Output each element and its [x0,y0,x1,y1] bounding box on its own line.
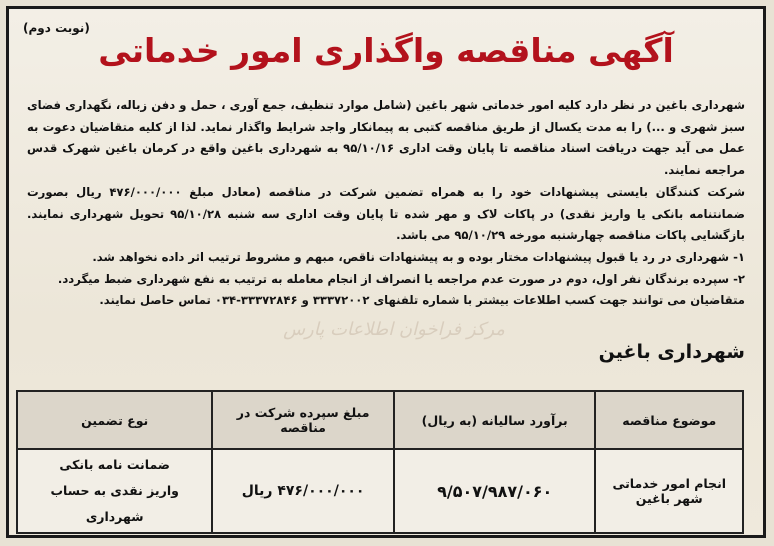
paragraph-deposit: شرکت کنندگان بایستی پیشنهادات خود را به همراه تضمین شرکت در مناقصه (معادل مبلغ ۴۷۶/۰۰۰/۰۰۰ ریال بصورت ضمانتنامه بانکی یا واریز نقدی) در پاکات لاک و مهر شده تا پایان وقت اداری سه شنبه ۹۵/۱۰/۲۸ تحویل شهرداری نمایند. بازگشایی پاکات مناقصه چهارشنبه مورخه ۹۵/۱۰/۲۹ می باشد. [27,184,745,243]
guarantee-line-1: ضمانت نامه بانکی [59,457,170,472]
guarantee-line-2: واریز نقدی به حساب شهرداری [50,483,179,524]
notice-body [27,95,745,312]
table-row [17,449,743,533]
header-guarantee: نوع تضمین [17,391,212,449]
contact-info: متقاضیان می توانند جهت کسب اطلاعات بیشتر با شماره تلفنهای ۳۳۳۷۲۰۰۲ و ۳۳۳۷۲۸۴۶-۰۳۴ تماس حاصل نمایند. [99,293,745,308]
cell-deposit: ۴۷۶/۰۰۰/۰۰۰ ریال [212,449,394,533]
cell-estimate: ۹/۵۰۷/۹۸۷/۰۶۰ [394,449,596,533]
table-header-row [17,391,743,449]
notice-title: آگهی مناقصه واگذاری امور خدماتی [98,31,674,70]
condition-2: ۲- سپرده برندگان نفر اول، دوم در صورت عدم مراجعه یا انصراف از انجام معامله به ترتیب به نفع شهرداری ضبط میگردد. [57,271,745,286]
condition-1: ۱- شهرداری در رد یا قبول پیشنهادات مختار بوده و به پیشنهادات ناقص، مبهم و مشروط ترتیب اثر داده نخواهد شد. [92,249,745,264]
watermark-text: مرکز فراخوان اطلاعات پارس [283,319,505,340]
signature: شهرداری باغین [598,341,745,363]
header-estimate: برآورد سالیانه (به ریال) [394,391,596,449]
cell-subject: انجام امور خدماتی شهر باغین [595,449,743,533]
cell-guarantee [17,449,212,533]
paragraph-intro: شهرداری باغین در نظر دارد کلیه امور خدماتی شهر باغین (شامل موارد تنظیف، جمع آوری ، حمل و دفن زباله، نگهداری فضای سبز شهری و ...) را به مدت یکسال از طریق مناقصه کتبی به پیمانکار واجد شرایط واگذار نماید. لذا از کلیه متقاضیان دعوت به عمل می آید جهت دریافت اسناد مناقصه تا پایان وقت اداری ۹۵/۱۰/۱۶ به شهرداری باغین واقع در کرمان باغین شهرک قدس مراجعه نمایند. [27,98,745,178]
header-subject: موضوع مناقصه [595,391,743,449]
tender-table [16,390,744,534]
round-label: (نوبت دوم) [23,21,90,35]
header-deposit: مبلغ سپرده شرکت در مناقصه [212,391,394,449]
